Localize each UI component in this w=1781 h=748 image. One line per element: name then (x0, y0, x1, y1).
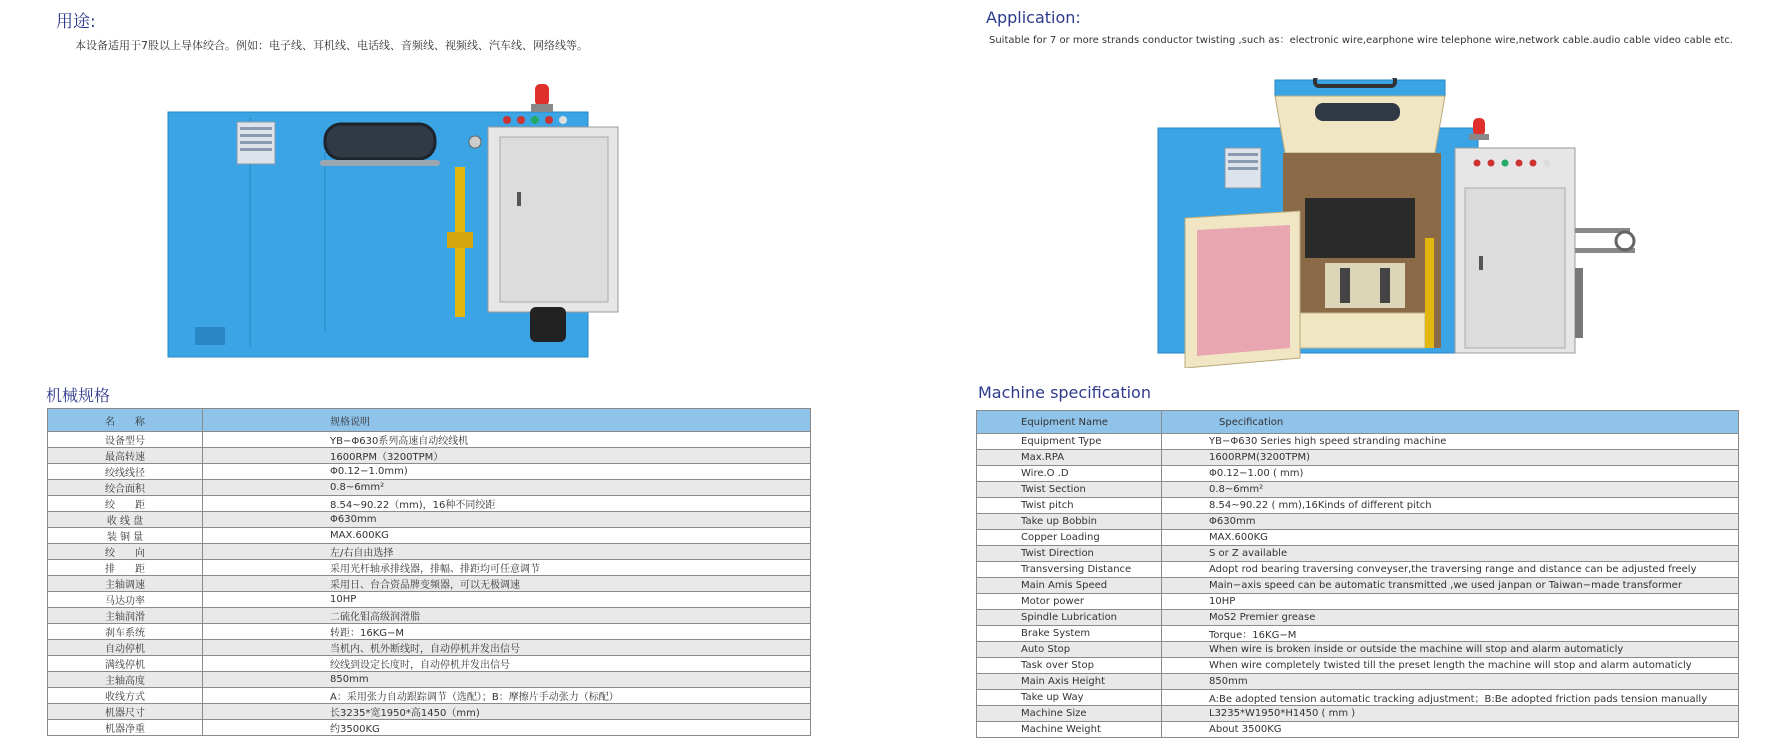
spec-name: 排 距 (48, 560, 203, 576)
cn-usage-text: 本设备适用于7股以上导体绞合。例如：电子线、耳机线、电话线、音频线、视频线、汽车线、网络线等。 (75, 39, 588, 52)
spec-name: Take up Bobbin (977, 514, 1162, 530)
table-row (977, 610, 1739, 626)
spec-name: 主轴高度 (48, 672, 203, 688)
spec-name: Twist Direction (977, 546, 1162, 562)
table-row (48, 640, 811, 656)
spec-value: A:Be adopted tension automatic tracking adjustment；B:Be adopted friction pads tension manually (1162, 690, 1739, 706)
table-row (48, 592, 811, 608)
spec-name: Twist pitch (977, 498, 1162, 514)
spec-value: 0.8~6mm² (1162, 482, 1739, 498)
spec-value: 850mm (1162, 674, 1739, 690)
table-row (977, 466, 1739, 482)
spec-name: Main Axis Height (977, 674, 1162, 690)
spec-value: 10HP (1162, 594, 1739, 610)
table-row (48, 528, 811, 544)
table-row (48, 704, 811, 720)
spec-name: 自动停机 (48, 640, 203, 656)
en-usage-text: Suitable for 7 or more strands conductor twisting ,such as：electronic wire,earphone wire telephone wire,network cable.audio cable video cable etc. (989, 35, 1733, 46)
spec-value: 约3500KG (203, 720, 811, 736)
spec-name: Take up Way (977, 690, 1162, 706)
spec-name: 设备型号 (48, 432, 203, 448)
spec-name: 绞 距 (48, 496, 203, 512)
spec-value: When wire completely twisted till the preset length the machine will stop and alarm automaticly (1162, 658, 1739, 674)
table-header-cell: 规格说明 (203, 409, 811, 432)
spec-name: Max.RPA (977, 450, 1162, 466)
table-row (977, 498, 1739, 514)
machine-photo-open (1155, 78, 1640, 368)
spec-name: 最高转速 (48, 448, 203, 464)
spec-name: Brake System (977, 626, 1162, 642)
table-row (48, 656, 811, 672)
spec-value: Φ630mm (1162, 514, 1739, 530)
table-row (977, 578, 1739, 594)
spec-value: S or Z available (1162, 546, 1739, 562)
spec-value: YB−Φ630 Series high speed stranding machine (1162, 434, 1739, 450)
spec-name: 主轴润滑 (48, 608, 203, 624)
spec-name: 机器净重 (48, 720, 203, 736)
spec-name: Auto Stop (977, 642, 1162, 658)
spec-value: A：采用张力自动跟踪调节（选配）；B：摩擦片手动张力（标配） (203, 688, 811, 704)
table-row (48, 624, 811, 640)
spec-name: 满线停机 (48, 656, 203, 672)
spec-value: MAX.600KG (203, 528, 811, 544)
en-spec-title: Machine specification (978, 383, 1151, 402)
table-row (977, 450, 1739, 466)
spec-name: 绞合面积 (48, 480, 203, 496)
spec-value: 10HP (203, 592, 811, 608)
cn-usage-title: 用途: (56, 12, 96, 32)
table-row (977, 594, 1739, 610)
spec-name: Transversing Distance (977, 562, 1162, 578)
table-row (977, 658, 1739, 674)
table-row (977, 642, 1739, 658)
spec-name: Equipment Type (977, 434, 1162, 450)
spec-value: 8.54~90.22（mm)，16种不同绞距 (203, 496, 811, 512)
spec-value: 左/右自由选择 (203, 544, 811, 560)
spec-value: Torque：16KG−M (1162, 626, 1739, 642)
table-header-cell: Equipment Name (977, 411, 1162, 434)
spec-value: MoS2 Premier grease (1162, 610, 1739, 626)
spec-value: 二硫化钼高级润滑脂 (203, 608, 811, 624)
spec-value: 1600RPM(3200TPM) (1162, 450, 1739, 466)
table-row (48, 432, 811, 448)
spec-value: Φ0.12−1.0mm) (203, 464, 811, 480)
spec-name: 机器尺寸 (48, 704, 203, 720)
table-row (977, 514, 1739, 530)
table-row (977, 562, 1739, 578)
table-row (977, 482, 1739, 498)
spec-value: 0.8~6mm² (203, 480, 811, 496)
table-row (48, 560, 811, 576)
spec-name: 绞 向 (48, 544, 203, 560)
en-usage-title: Application: (986, 8, 1081, 27)
spec-name: Motor power (977, 594, 1162, 610)
table-row (48, 480, 811, 496)
spec-value: 8.54~90.22 ( mm),16Kinds of different pitch (1162, 498, 1739, 514)
spec-name: Machine Weight (977, 722, 1162, 738)
spec-name: Copper Loading (977, 530, 1162, 546)
cn-spec-table (47, 408, 811, 736)
table-row (977, 546, 1739, 562)
table-row (48, 672, 811, 688)
spec-value: 采用日、台合资品牌变频器，可以无极调速 (203, 576, 811, 592)
table-row (977, 706, 1739, 722)
en-spec-table (976, 410, 1739, 738)
spec-name: Twist Section (977, 482, 1162, 498)
spec-value: About 3500KG (1162, 722, 1739, 738)
cn-spec-title: 机械规格 (46, 386, 111, 405)
table-header-row (977, 411, 1739, 434)
table-row (48, 576, 811, 592)
spec-name: Main Amis Speed (977, 578, 1162, 594)
spec-value: 采用光杆轴承排线器，排幅、排距均可任意调节 (203, 560, 811, 576)
table-row (48, 496, 811, 512)
table-row (48, 544, 811, 560)
table-row (48, 448, 811, 464)
spec-value: Adopt rod bearing traversing conveyser,the traversing range and distance can be adjusted freely (1162, 562, 1739, 578)
table-header-cell: 名 称 (48, 409, 203, 432)
table-row (48, 720, 811, 736)
table-row (48, 688, 811, 704)
table-row (977, 722, 1739, 738)
spec-name: 收线方式 (48, 688, 203, 704)
spec-name: 主轴调速 (48, 576, 203, 592)
table-row (48, 608, 811, 624)
spec-name: Machine Size (977, 706, 1162, 722)
table-row (977, 674, 1739, 690)
spec-value: 长3235*宽1950*高1450（mm) (203, 704, 811, 720)
spec-name: 收 线 盘 (48, 512, 203, 528)
spec-name: Wire.O .D (977, 466, 1162, 482)
table-header-row (48, 409, 811, 432)
spec-value: 1600RPM（3200TPM） (203, 448, 811, 464)
spec-name: 刹车系统 (48, 624, 203, 640)
table-header-cell: Specification (1162, 411, 1739, 434)
spec-value: 当机内、机外断线时，自动停机并发出信号 (203, 640, 811, 656)
table-row (977, 626, 1739, 642)
spec-value: 绞线到设定长度时，自动停机并发出信号 (203, 656, 811, 672)
table-row (977, 530, 1739, 546)
spec-value: Φ630mm (203, 512, 811, 528)
spec-name: 装 铜 量 (48, 528, 203, 544)
spec-value: Φ0.12−1.00 ( mm) (1162, 466, 1739, 482)
spec-value: When wire is broken inside or outside the machine will stop and alarm automaticly (1162, 642, 1739, 658)
spec-name: 绞线线径 (48, 464, 203, 480)
spec-value: 转距：16KG−M (203, 624, 811, 640)
table-row (977, 434, 1739, 450)
spec-value: 850mm (203, 672, 811, 688)
table-row (977, 690, 1739, 706)
spec-value: L3235*W1950*H1450 ( mm ) (1162, 706, 1739, 722)
spec-value: YB−Φ630系列高速自动绞线机 (203, 432, 811, 448)
spec-value: Main−axis speed can be automatic transmitted ,we used janpan or Taiwan−made transformer (1162, 578, 1739, 594)
spec-name: Task over Stop (977, 658, 1162, 674)
table-row (48, 512, 811, 528)
spec-value: MAX.600KG (1162, 530, 1739, 546)
table-row (48, 464, 811, 480)
spec-name: Spindle Lubrication (977, 610, 1162, 626)
machine-photo-closed (165, 82, 625, 372)
spec-name: 马达功率 (48, 592, 203, 608)
